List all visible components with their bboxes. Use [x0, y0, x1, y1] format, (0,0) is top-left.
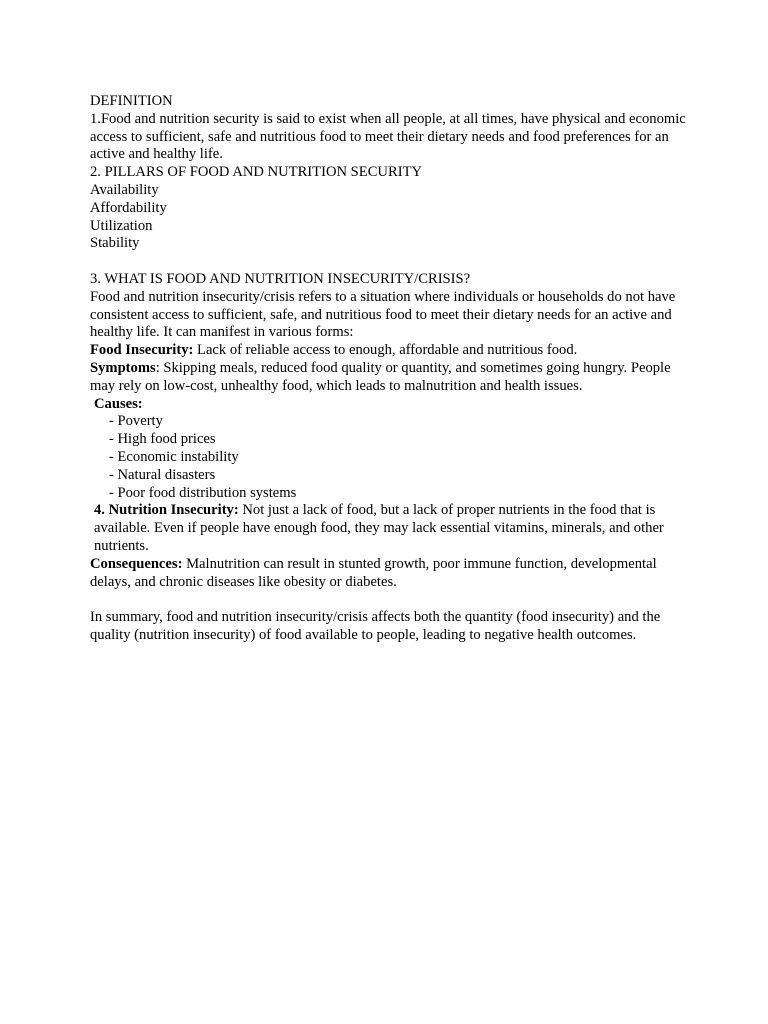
summary-paragraph: In summary, food and nutrition insecurity/crisis affects both the quantity (food insecurity) and the quality (nutrition insecurity) of food available to people, leading to negative health outcomes.	[90, 609, 661, 643]
food-insecurity-text: Lack of reliable access to enough, affordable and nutritious food.	[193, 342, 578, 359]
insecurity-heading: 3. WHAT IS FOOD AND NUTRITION INSECURITY/CRISIS?	[90, 270, 471, 287]
consequences-label: Consequences:	[90, 555, 183, 572]
blank-line	[90, 591, 690, 609]
pillar-item: Stability	[90, 235, 140, 252]
cause-item: - Natural disasters	[109, 466, 216, 483]
symptoms-paragraph	[90, 360, 690, 396]
pillars-heading: 2. PILLARS OF FOOD AND NUTRITION SECURITY	[90, 164, 423, 181]
symptoms-text: : Skipping meals, reduced food quality or quantity, and sometimes going hungry. People may rely on low-cost, unhealthy food, which leads to malnutrition and health issues.	[90, 359, 671, 394]
nutrition-insecurity-paragraph	[90, 502, 690, 555]
cause-item: - Economic instability	[109, 448, 239, 465]
blank-line	[90, 253, 690, 271]
consequences-text: Malnutrition can result in stunted growth, poor immune function, developmental delays, and chronic diseases like obesity or diabetes.	[90, 555, 657, 590]
pillar-item: Affordability	[90, 199, 167, 216]
nutrition-insecurity-label: 4. Nutrition Insecurity:	[94, 502, 239, 519]
nutrition-insecurity-text: Not just a lack of food, but a lack of proper nutrients in the food that is available. Even if people have enough food, they may lack essential vitamins, minerals, and other nutrients.	[94, 502, 664, 554]
causes-label: Causes:	[94, 395, 143, 412]
document-page	[90, 93, 690, 645]
definition-paragraph: 1.Food and nutrition security is said to exist when all people, at all times, have physical and economic access to sufficient, safe and nutritious food to meet their dietary needs and food preferences for an active and healthy life.	[90, 110, 686, 163]
causes-heading	[90, 396, 690, 414]
cause-item: - Poverty	[109, 413, 163, 430]
cause-item: - Poor food distribution systems	[109, 484, 297, 501]
definition-heading: DEFINITION	[90, 93, 173, 109]
pillar-item: Utilization	[90, 217, 153, 234]
pillar-item: Availability	[90, 181, 159, 198]
insecurity-paragraph: Food and nutrition insecurity/crisis refers to a situation where individuals or households do not have consistent access to sufficient, safe, and nutritious food to meet their dietary needs for an active and healthy life. It can manifest in various forms:	[90, 288, 676, 341]
food-insecurity-paragraph	[90, 342, 690, 360]
cause-item: - High food prices	[109, 431, 216, 448]
consequences-paragraph	[90, 556, 690, 592]
symptoms-label: Symptoms	[90, 359, 156, 376]
food-insecurity-label: Food Insecurity:	[90, 342, 194, 359]
